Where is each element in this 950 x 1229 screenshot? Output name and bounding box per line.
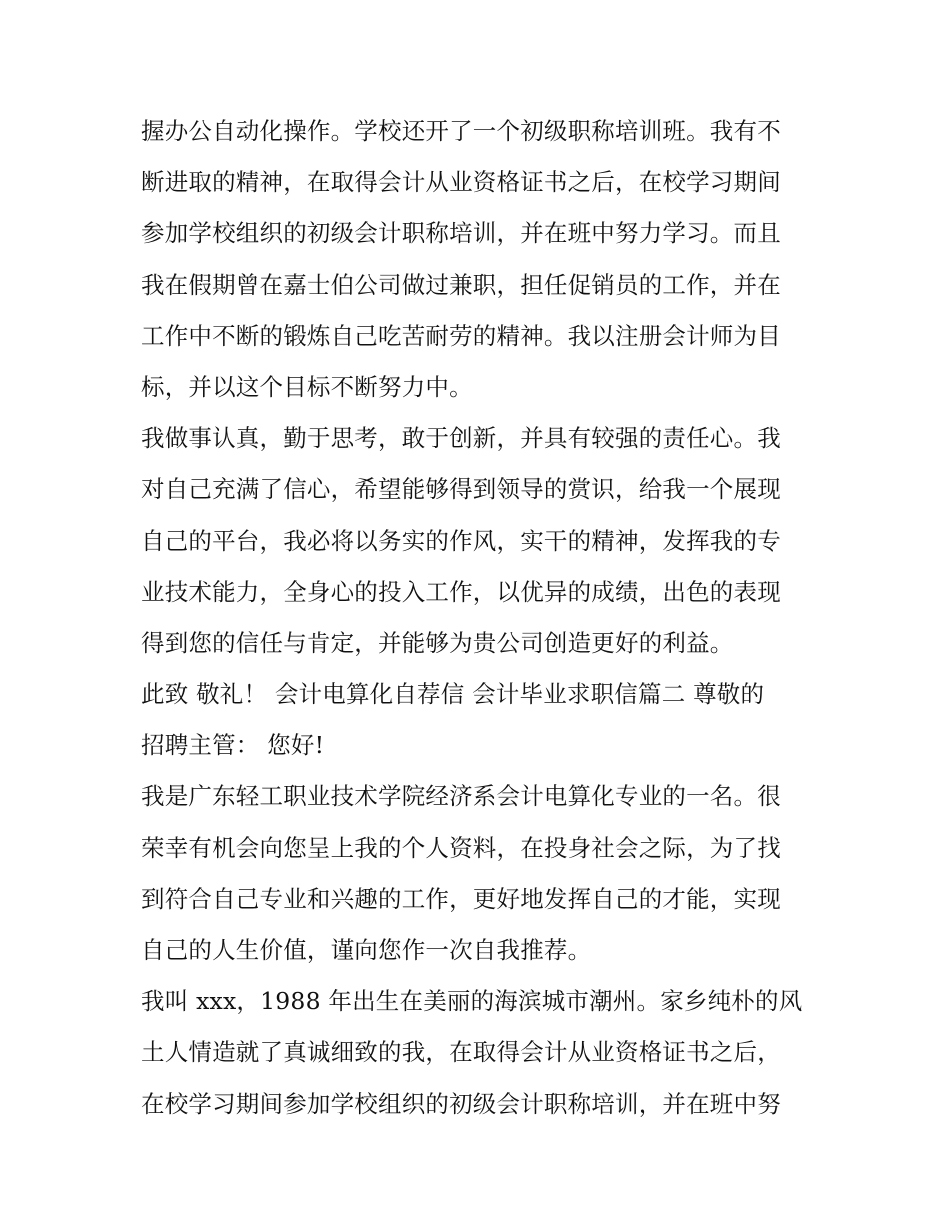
text-line-12: 此致 敬礼！ 会计电算化自荐信 会计毕业求职信篇二 尊敬的 bbox=[141, 680, 765, 709]
text-line-16: 到符合自己专业和兴趣的工作，更好地发挥自己的才能，实现 bbox=[141, 884, 781, 913]
text-line-4: 我在假期曾在嘉士伯公司做过兼职，担任促销员的工作，并在 bbox=[141, 270, 781, 299]
text-line-14: 我是广东轻工职业技术学院经济系会计电算化专业的一名。很 bbox=[141, 782, 781, 811]
text-line-3: 参加学校组织的初级会计职称培训，并在班中努力学习。而且 bbox=[141, 219, 781, 248]
document-body bbox=[141, 106, 821, 1130]
text-line-7: 我做事认真，勤于思考，敢于创新，并具有较强的责任心。我 bbox=[141, 424, 781, 453]
text-line-15: 荣幸有机会向您呈上我的个人资料，在投身社会之际，为了找 bbox=[141, 833, 781, 862]
text-line-9: 自己的平台，我必将以务实的作风，实干的精神，发挥我的专 bbox=[141, 526, 781, 555]
text-line-6: 标，并以这个目标不断努力中。 bbox=[141, 372, 473, 401]
text-line-17: 自己的人生价值，谨向您作一次自我推荐。 bbox=[141, 936, 592, 964]
text-line-2: 断进取的精神，在取得会计从业资格证书之后，在校学习期间 bbox=[141, 168, 781, 197]
text-line-19: 土人情造就了真诚细致的我，在取得会计从业资格证书之后， bbox=[141, 1038, 781, 1067]
text-line-18: 我叫 xxx，1988 年出生在美丽的海滨城市潮州。家乡纯朴的风 bbox=[141, 987, 803, 1016]
text-line-11: 得到您的信任与肯定，并能够为贵公司创造更好的利益。 bbox=[141, 628, 734, 657]
text-line-10: 业技术能力，全身心的投入工作，以优异的成绩，出色的表现 bbox=[141, 577, 781, 606]
text-line-13: 招聘主管： 您好! bbox=[141, 731, 325, 760]
text-line-1: 握办公自动化操作。学校还开了一个初级职称培训班。我有不 bbox=[141, 117, 781, 145]
text-line-20: 在校学习期间参加学校组织的初级会计职称培训，并在班中努 bbox=[141, 1089, 781, 1118]
text-line-5: 工作中不断的锻炼自己吃苦耐劳的精神。我以注册会计师为目 bbox=[141, 321, 781, 350]
text-line-8: 对自己充满了信心，希望能够得到领导的赏识，给我一个展现 bbox=[141, 475, 781, 504]
